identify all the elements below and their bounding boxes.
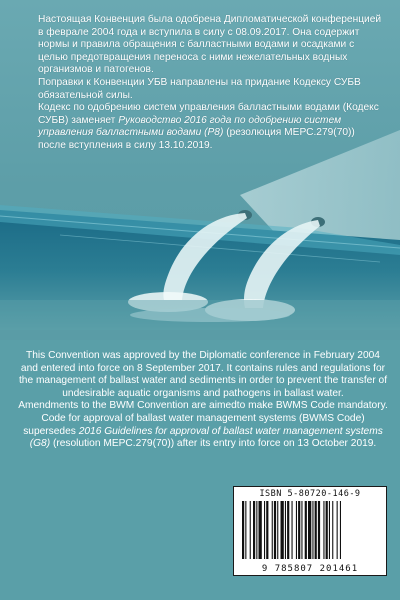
barcode-bar (277, 501, 278, 559)
barcode-bar (264, 501, 265, 559)
english-description (18, 350, 388, 451)
barcode-bar (253, 501, 255, 559)
barcode-bar (292, 501, 293, 559)
barcode-bar (340, 501, 341, 559)
barcode-bar (337, 501, 338, 559)
barcode-bar (272, 501, 273, 559)
barcode-bars (240, 501, 382, 559)
english-code-text: Code for approval of ballast water management systems (BWMS Code) supersedes (23, 412, 365, 437)
english-paragraph-amendments: Amendments to the BWM Convention are aimedto make BWMS Code mandatory. (18, 400, 388, 412)
barcode-bar (281, 501, 284, 559)
russian-description (38, 14, 383, 153)
barcode-bar (266, 501, 268, 559)
barcode-bar (245, 501, 246, 559)
ean-number: 9 785807 201461 (261, 564, 359, 574)
isbn-number: ISBN 5-80720-146-9 (259, 489, 361, 499)
english-paragraph-code (18, 413, 388, 451)
russian-code-text: Кодекс по одобрению систем управления балластными водами (Кодекс СУБВ) заменяет (38, 102, 379, 126)
barcode-bar (285, 501, 286, 559)
barcode-bar (323, 501, 324, 559)
barcode-bar (312, 501, 313, 559)
english-guidelines-title: 2016 Guidelines for approval of ballast water management systems (G8) (29, 425, 383, 450)
barcode-bar (326, 501, 328, 559)
barcode-bar (318, 501, 320, 559)
barcode-bar (256, 501, 257, 559)
barcode-bar (301, 501, 302, 559)
barcode-bar (259, 501, 262, 559)
isbn-barcode-box (233, 486, 387, 576)
barcode-bar (329, 501, 330, 559)
russian-paragraph-code (38, 102, 383, 152)
barcode-bar (308, 501, 311, 559)
barcode-bar (274, 501, 276, 559)
russian-paragraph-amendments: Поправки к Конвенции УБВ направлены на придание Кодексу СУБВ обязательной силы. (38, 76, 361, 101)
barcode-bar (296, 501, 297, 559)
barcode-bar (287, 501, 289, 559)
barcode-bar (315, 501, 317, 559)
barcode-bar (242, 501, 244, 559)
english-paragraph-convention: This Convention was approved by the Diplomatic conference in February 2004 and entered into force on 8 September 2017. It contains rules and regulations for the management of ballast water and sediments in order to prevent the transfer of undesirable aquatic organisms and pathogens in ballast water. (18, 350, 388, 399)
barcode-bar (298, 501, 300, 559)
barcode-bar (332, 501, 333, 559)
russian-resolution-text: (резолюция МЕРС.279(70)) после вступления в силу 13.10.2019. (38, 127, 355, 151)
barcode-bar (250, 501, 251, 559)
russian-paragraph-convention: Настоящая Конвенция была одобрена Дипломатической конференцией в феврале 2004 года и вступила в силу с 08.09.2017. Она содержит нормы и правила обращения с балластными водами и осадками с целью предотвращения переноса с ними нежелательных водных организмов и патогенов. (38, 14, 382, 76)
russian-guidelines-title: Руководство 2016 года по одобрению систем управления балластными водами (Р8) (38, 114, 342, 139)
english-resolution-text: (resolution MEPC.279(70)) after its entry into force on 13 October 2019. (52, 438, 377, 450)
barcode-bar (305, 501, 307, 559)
